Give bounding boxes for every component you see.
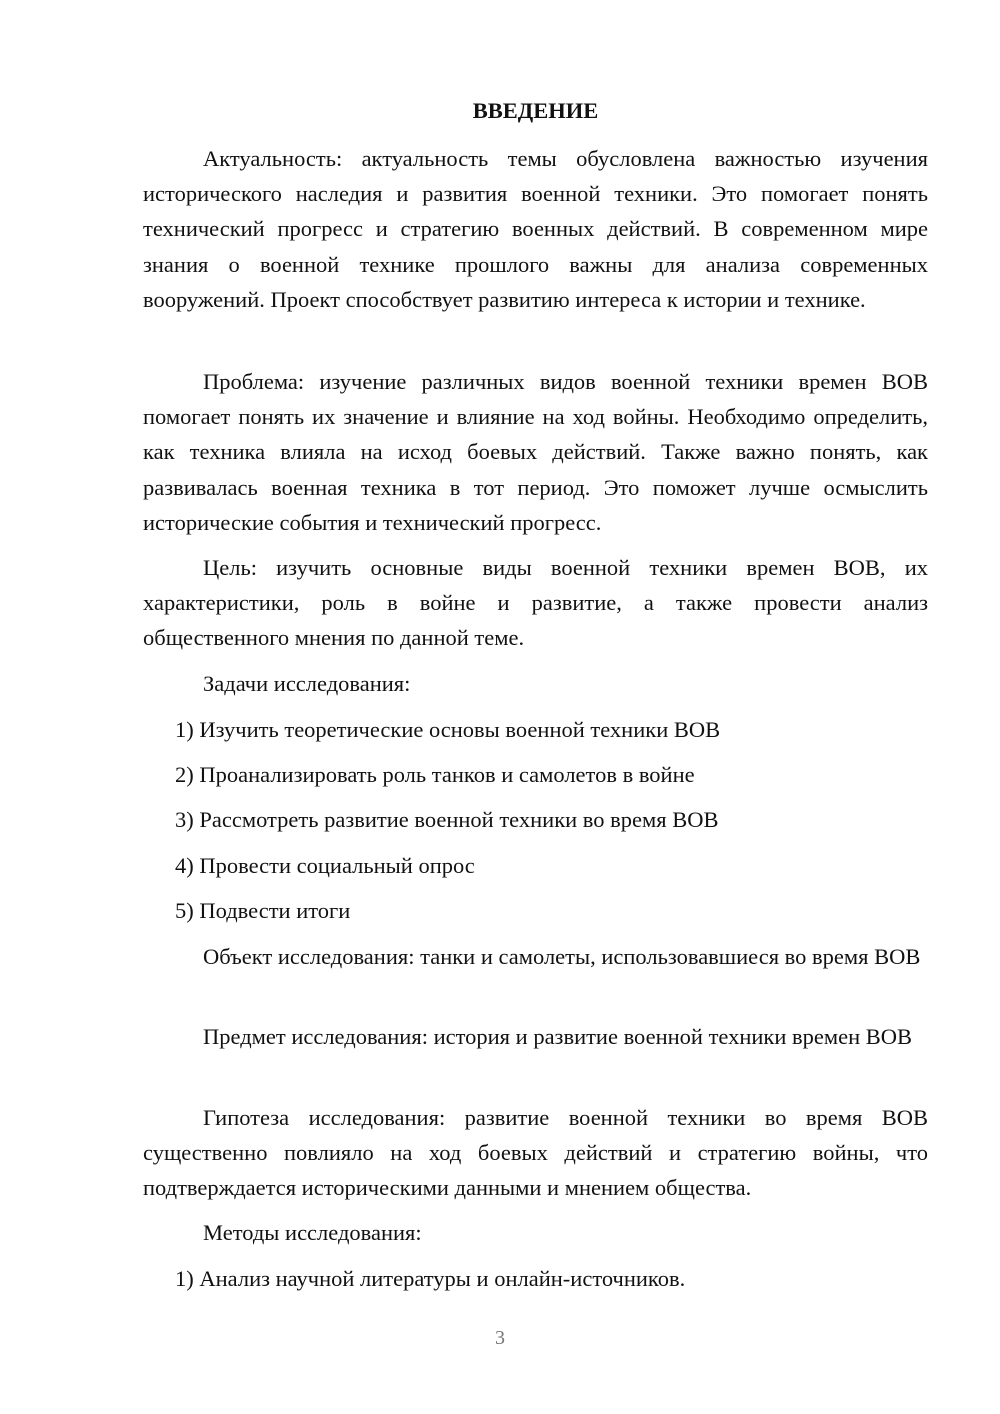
hypothesis-paragraph [143,1100,928,1206]
task-item-5: 5) Подвести итоги [175,898,351,923]
goal-text: Цель: изучить основные виды военной техники времен ВОВ, их характеристики, роль в войне и развитие, а также провести анализ общественного мнения по данной теме. [143,555,928,651]
subject-paragraph [143,1019,928,1054]
methods-title: Методы исследования: [203,1220,422,1245]
method-item-1: 1) Анализ научной литературы и онлайн-источников. [175,1266,686,1291]
task-item-4: 4) Провести социальный опрос [175,853,475,878]
relevance-text: Актуальность: актуальность темы обусловлена важностью изучения исторического наследия и развития военной техники. Это помогает понять технический прогресс и стратегию военных действий. В современном мире знания о военной технике прошлого важны для анализа современных вооружений. Проект способствует развитию интереса к истории и технике. [143,146,928,312]
problem-paragraph [143,364,928,540]
task-item-3: 3) Рассмотреть развитие военной техники во время ВОВ [175,807,719,832]
hypothesis-text: Гипотеза исследования: развитие военной техники во время ВОВ существенно повлияло на ход боевых действий и стратегию войны, что подтверждается историческими данными и мнением общества. [143,1105,928,1201]
tasks-title: Задачи исследования: [203,671,411,696]
problem-text: Проблема: изучение различных видов военной техники времен ВОВ помогает понять их значение и влияние на ход войны. Необходимо определить, как техника влияла на исход боевых действий. Также важно понять, как развивалась военная техника в тот период. Это поможет лучше осмыслить исторические события и технический прогресс. [143,369,928,535]
relevance-paragraph [143,141,928,317]
object-paragraph [143,939,928,974]
section-heading: ВВЕДЕНИЕ [472,98,599,123]
object-text: Объект исследования: танки и самолеты, использовавшиеся во время ВОВ [203,944,921,969]
subject-text: Предмет исследования: история и развитие военной техники времен ВОВ [203,1024,913,1049]
goal-paragraph [143,550,928,656]
task-item-2: 2) Проанализировать роль танков и самолетов в войне [175,762,695,787]
page-number: 3 [495,1327,505,1349]
task-item-1: 1) Изучить теоретические основы военной техники ВОВ [175,717,721,742]
tasks-title-paragraph [143,666,928,701]
methods-title-paragraph [143,1215,928,1250]
